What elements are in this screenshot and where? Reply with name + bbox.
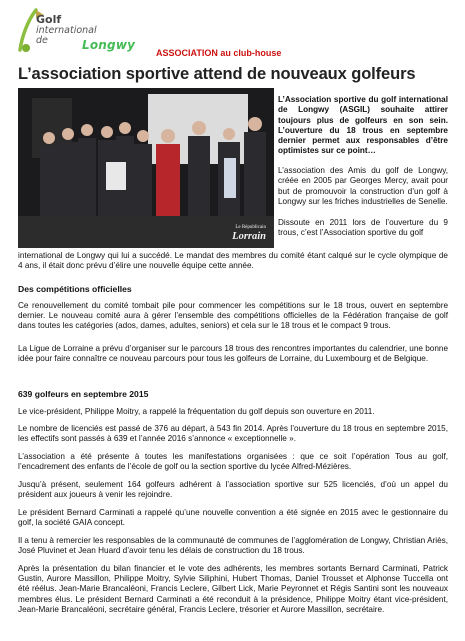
subhead-golfers-2015: 639 golfeurs en septembre 2015 (18, 389, 149, 399)
photo-credit-main: Lorrain (232, 231, 266, 242)
article-headline: L’association sportive attend de nouveaux golfeurs (18, 65, 416, 83)
article-lead: L’Association sportive du golf international de Longwy (ASGIL) souhaite attirer toujours plus de golfeurs en son sein. L’ouverture du 18 trous en septembre dernier permet aux responsables d’être optimistes sur ce point… (278, 95, 448, 156)
intro-continued-start: Dissoute en 2011 lors de l’ouverture du 9 trous, c’est l’Association sportive du golf (278, 218, 448, 238)
intro-paragraph: L’association des Amis du golf de Longwy, créée en 2005 par Georges Mercy, avait pour but de promouvoir la construction d’un golf à Longwy sur les friches industrielles de Senelle. (278, 166, 448, 206)
logo-line-golf: Golf (36, 13, 62, 26)
golfers-paragraph-1: Le vice-président, Philippe Moitry, a rappelé la fréquentation du golf depuis son ouverture en 2011. (18, 407, 375, 416)
golfers-paragraph-3: L’association a été présente à toutes les manifestations organisées : que ce soit l’opération Tous au golf, l’encadrement des enfants de l’école de golf ou la section sportive du lycée Alfred-Mézières. (18, 452, 448, 472)
competitions-paragraph-2: La Ligue de Lorraine a prévu d’organiser sur le parcours 18 trous des rencontres importantes du calendrier, une bonne idée pour faire connaître ce nouveau parcours pour tous les golfeurs de Lorraine, du Luxembourg et de Belgique. (18, 344, 448, 364)
golf-logo (14, 6, 164, 54)
logo-line-international: international (36, 25, 97, 36)
logo-line-de: de (36, 35, 48, 46)
photo-credit (232, 225, 266, 242)
subhead-competitions: Des compétitions officielles (18, 284, 132, 294)
intro-continued-rest: international de Longwy qui lui a succédé. Le mandat des membres du comité étant calqué sur le cycle olympique de 4 ans, il était donc prévu d’élire une nouvelle équipe cette année. (18, 251, 448, 271)
section-rubric: ASSOCIATION au club-house (156, 48, 282, 58)
golfers-paragraph-7: Après la présentation du bilan financier et le vote des adhérents, les membres sortants Bernard Carminati, Patrick Gustin, Aurore Massillon, Philippe Moitry, Sylvie Siliphini, Hubert Thomas, Daniel Trousset et Alphonse Tuccella ont été réélus. Jean-Marie Brancaléoni, Francis Leclere, Gilbert Lick, Marie Peyronnet et Régis Santini sont les nouveaux membres élus. Le président Bernard Carminati a été reconduit à la présidence, Philippe Moitry étant vice-président, Jean-Marie Brancaléoni, secrétaire général, Francis Leclere, trésorier et Aurore Massillon, secrétaire. (18, 564, 448, 614)
group-photo-image (18, 88, 274, 248)
golfers-paragraph-5: Le président Bernard Carminati a rappelé qu’une nouvelle convention a été signée en 2015 avec le gestionnaire du golf, la société GAIA concept. (18, 508, 448, 528)
group-photo (18, 88, 274, 248)
golfers-paragraph-2: Le nombre de licenciés est passé de 376 au départ, à 543 fin 2014. Après l’ouverture du 18 trous en septembre 2015, les effectifs sont passés à 639 et l’année 2016 s’annonce « exceptionnelle ». (18, 424, 448, 444)
logo-longwy: Longwy (82, 38, 136, 52)
golfers-paragraph-6: Il a tenu à remercier les responsables de la communauté de communes de l’agglomération de Longwy, Christian Ariès, José Pluvinet et Jean Huard d’avoir tenu les délais de construction du 18 trous. (18, 536, 448, 556)
golfers-paragraph-4: Jusqu’à présent, seulement 164 golfeurs adhérent à l’association sportive sur 525 licenciés, d’où un appel du président aux joueurs à venir les rejoindre. (18, 480, 448, 500)
photo-credit-top: Le Républicain (235, 225, 266, 230)
competitions-paragraph-1: Ce renouvellement du comité tombait pile pour commencer les compétitions sur le 18 trous, ouvert en septembre dernier. Le nouveau comité aura à gérer l’ensemble des compétitions officielles de la Fédération française de golf dans toutes les catégories (ados, dames, adultes, seniors) et cela sur le 18 trous et le compact 9 trous. (18, 301, 448, 331)
